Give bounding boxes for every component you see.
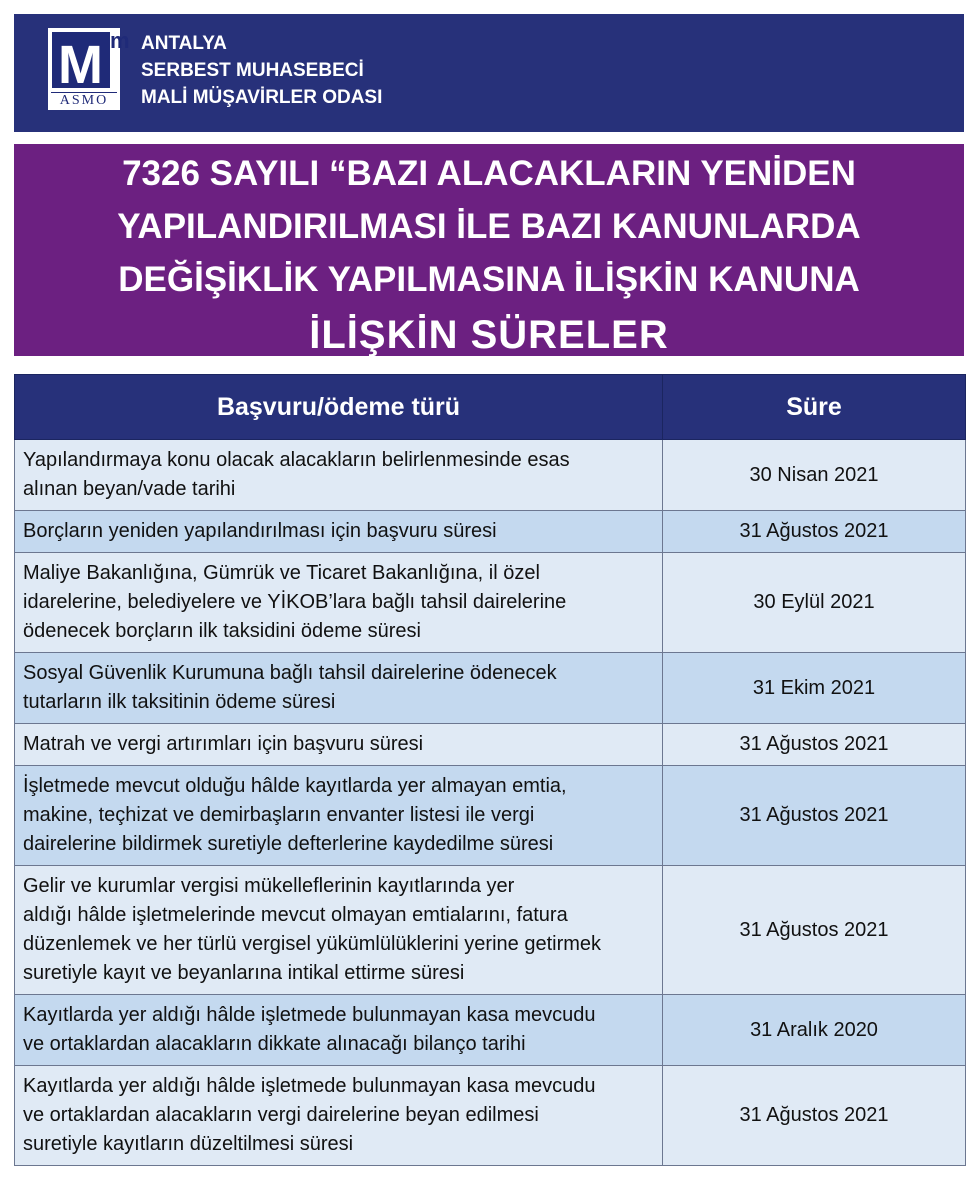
description-line: Kayıtlarda yer aldığı hâlde işletmede bulunmayan kasa mevcudu bbox=[23, 1075, 596, 1097]
description-line: ödenecek borçların ilk taksidini ödeme süresi bbox=[23, 620, 421, 642]
deadline-cell: 31 Ağustos 2021 bbox=[663, 511, 966, 553]
deadline-cell: 31 Aralık 2020 bbox=[663, 995, 966, 1066]
deadline-cell: 30 Nisan 2021 bbox=[663, 440, 966, 511]
description-line: suretiyle kayıt ve beyanlarına intikal ettirme süresi bbox=[23, 962, 465, 984]
table-row bbox=[15, 995, 966, 1066]
deadline-cell: 31 Ağustos 2021 bbox=[663, 1066, 966, 1166]
description-line: İşletmede mevcut olduğu hâlde kayıtlarda yer almayan emtia, bbox=[23, 775, 567, 797]
description-line: dairelerine bildirmek suretiyle defterlerine kaydedilme süresi bbox=[23, 833, 554, 855]
org-line: MALİ MÜŞAVİRLER ODASI bbox=[141, 87, 383, 108]
description-line: Borçların yeniden yapılandırılması için başvuru süresi bbox=[23, 520, 497, 542]
deadline-cell: 31 Ağustos 2021 bbox=[663, 724, 966, 766]
deadline-cell: 31 Ağustos 2021 bbox=[663, 866, 966, 995]
application-type-cell bbox=[15, 724, 663, 766]
application-type-cell bbox=[15, 653, 663, 724]
description-line: idarelerine, belediyelere ve YİKOB’lara bağlı tahsil dairelerine bbox=[23, 591, 567, 613]
organization-name bbox=[141, 30, 382, 111]
application-type-cell bbox=[15, 866, 663, 995]
description-line: Matrah ve vergi artırımları için başvuru süresi bbox=[23, 733, 424, 755]
table-header-row bbox=[15, 375, 966, 440]
deadline-cell: 31 Ekim 2021 bbox=[663, 653, 966, 724]
description-line: suretiyle kayıtların düzeltilmesi süresi bbox=[23, 1133, 354, 1155]
description-line: Yapılandırmaya konu olacak alacakların belirlenmesinde esas bbox=[23, 449, 570, 471]
table-row bbox=[15, 724, 966, 766]
application-type-cell bbox=[15, 1066, 663, 1166]
deadline-cell: 31 Ağustos 2021 bbox=[663, 766, 966, 866]
asmo-logo bbox=[46, 26, 130, 112]
deadlines-table bbox=[14, 374, 966, 1166]
table-row bbox=[15, 553, 966, 653]
description-line: ve ortaklardan alacakların dikkate alınacağı bilanço tarihi bbox=[23, 1033, 526, 1055]
description-line: Gelir ve kurumlar vergisi mükelleflerinin kayıtlarında yer bbox=[23, 875, 515, 897]
title-banner bbox=[14, 144, 964, 356]
application-type-cell bbox=[15, 511, 663, 553]
title-line: 7326 SAYILI “BAZI ALACAKLARIN YENİDEN bbox=[122, 154, 856, 193]
logo-letter: M bbox=[58, 35, 103, 95]
deadline-cell: 30 Eylül 2021 bbox=[663, 553, 966, 653]
header-bar bbox=[14, 14, 964, 132]
table-row bbox=[15, 653, 966, 724]
title-line: YAPILANDIRILMASI İLE BAZI KANUNLARDA bbox=[117, 207, 861, 246]
table-body bbox=[15, 440, 966, 1166]
table-row bbox=[15, 511, 966, 553]
description-line: aldığı hâlde işletmelerinde mevcut olmayan emtialarını, fatura bbox=[23, 904, 568, 926]
org-line: ANTALYA bbox=[141, 33, 227, 54]
description-line: Maliye Bakanlığına, Gümrük ve Ticaret Bakanlığına, il özel bbox=[23, 562, 540, 584]
column-header-period: Süre bbox=[663, 375, 966, 440]
description-line: ve ortaklardan alacakların vergi dairelerine beyan edilmesi bbox=[23, 1104, 539, 1126]
table-row bbox=[15, 1066, 966, 1166]
application-type-cell bbox=[15, 553, 663, 653]
logo-m-block bbox=[52, 32, 110, 95]
table-row bbox=[15, 440, 966, 511]
description-line: tutarların ilk taksitinin ödeme süresi bbox=[23, 691, 336, 713]
application-type-cell bbox=[15, 995, 663, 1066]
description-line: düzenlemek ve her türlü vergisel yükümlülüklerini yerine getirmek bbox=[23, 933, 602, 955]
table-row bbox=[15, 866, 966, 995]
description-line: Sosyal Güvenlik Kurumuna bağlı tahsil dairelerine ödenecek bbox=[23, 662, 557, 684]
table-row bbox=[15, 766, 966, 866]
application-type-cell bbox=[15, 440, 663, 511]
description-line: makine, teçhizat ve demirbaşların envanter listesi ile vergi bbox=[23, 804, 535, 826]
description-line: Kayıtlarda yer aldığı hâlde işletmede bulunmayan kasa mevcudu bbox=[23, 1004, 596, 1026]
logo-text: ASMO bbox=[51, 92, 117, 109]
org-line: SERBEST MUHASEBECİ bbox=[141, 60, 364, 81]
title-line: DEĞİŞİKLİK YAPILMASINA İLİŞKİN KANUNA bbox=[118, 260, 860, 299]
title-emphasis: İLİŞKİN SÜRELER bbox=[309, 313, 669, 357]
description-line: alınan beyan/vade tarihi bbox=[23, 478, 236, 500]
column-header-type: Başvuru/ödeme türü bbox=[15, 375, 663, 440]
logo-superscript: m bbox=[110, 28, 130, 53]
application-type-cell bbox=[15, 766, 663, 866]
